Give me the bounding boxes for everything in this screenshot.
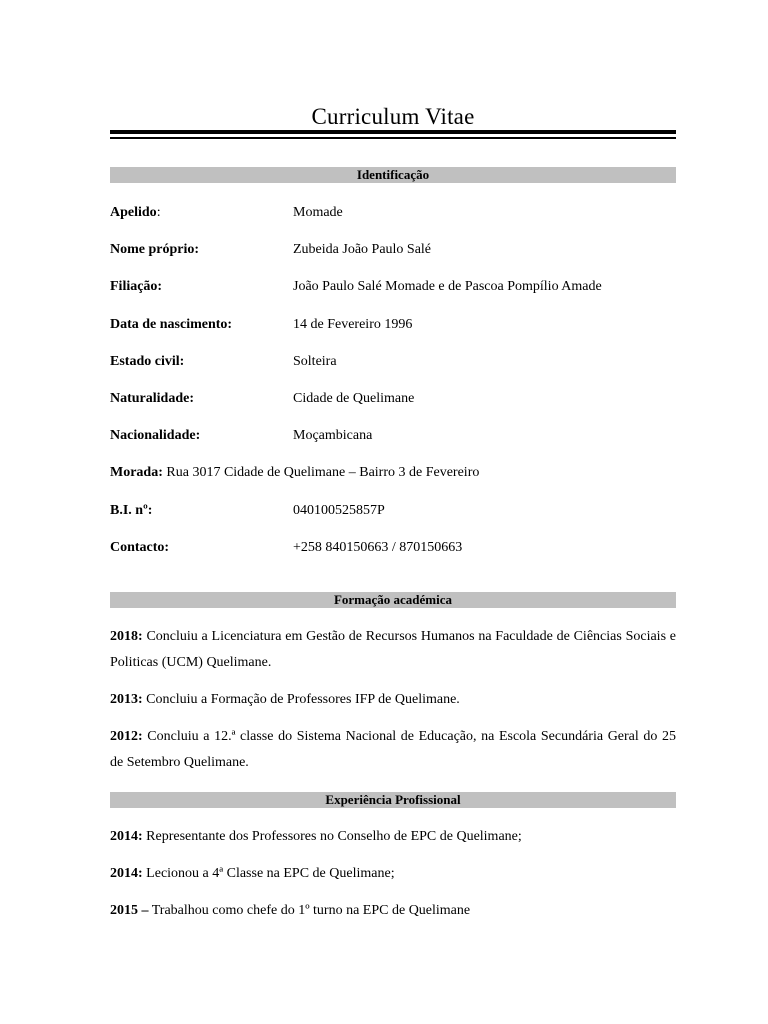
row-data-nascimento [110, 315, 676, 352]
label-colon: : [156, 205, 161, 220]
entry-text: Concluiu a 12.ª classe do Sistema Nacional de Educação, na Escola Secundária Geral do 25 de Setembro Quelimane. [110, 729, 677, 770]
row-value: Momade [293, 205, 343, 220]
section-heading-identificacao: Identificação [110, 167, 676, 183]
row-nacionalidade [110, 426, 676, 463]
entry-year: 2015 – [110, 903, 149, 918]
label-text: Apelido [110, 205, 157, 220]
entry-text: Trabalhou como chefe do 1º turno na EPC de Quelimane [151, 903, 471, 918]
entry-year: 2013: [110, 692, 143, 707]
education-entry [110, 687, 676, 713]
row-label: Naturalidade: [110, 390, 194, 406]
row-bi [110, 501, 676, 538]
title-rule-thick [110, 130, 676, 134]
identification-list [110, 203, 676, 575]
entry-text: Lecionou a 4ª Classe na EPC de Quelimane; [146, 866, 395, 881]
row-estado-civil [110, 352, 676, 389]
row-label [110, 203, 293, 223]
entry-text: Concluiu a Licenciatura em Gestão de Recursos Humanos na Faculdade de Ciências Sociais e Politicas (UCM) Quelimane. [110, 629, 677, 670]
section-heading-experiencia: Experiência Profissional [110, 792, 676, 808]
row-label: Contacto: [110, 539, 170, 555]
row-value: Moçambicana [293, 428, 373, 444]
row-label: Data de nascimento: [110, 316, 233, 332]
row-value: João Paulo Salé Momade e de Pascoa Pompílio Amade [293, 279, 602, 295]
row-nome-proprio [110, 240, 676, 277]
education-entry [110, 624, 676, 676]
entry-year: 2012: [110, 729, 143, 744]
row-value: 14 de Fevereiro 1996 [293, 316, 413, 332]
entry-year: 2014: [110, 829, 143, 844]
row-contacto [110, 538, 676, 575]
row-value: Solteira [293, 353, 337, 369]
row-label: B.I. nº: [110, 502, 153, 518]
experience-entry [110, 898, 676, 924]
row-naturalidade [110, 389, 676, 426]
row-morada [110, 463, 676, 500]
row-label: Estado civil: [110, 353, 185, 369]
entry-year: 2018: [110, 629, 143, 644]
entry-text: Concluiu a Formação de Professores IFP de Quelimane. [146, 692, 460, 707]
row-label: Filiação: [110, 279, 163, 295]
row-value: Zubeida João Paulo Salé [293, 242, 432, 258]
row-filiacao [110, 277, 676, 314]
row-label: Nacionalidade: [110, 428, 201, 444]
row-apelido [110, 203, 676, 240]
row-value: +258 840150663 / 870150663 [293, 539, 463, 555]
education-entry [110, 724, 676, 776]
experience-list [110, 824, 676, 935]
entry-year: 2014: [110, 866, 143, 881]
experience-entry [110, 861, 676, 887]
row-label: Nome próprio: [110, 242, 200, 258]
section-heading-formacao: Formação académica [110, 592, 676, 608]
row-value: 040100525857P [293, 502, 385, 518]
page-title: Curriculum Vitae [311, 104, 475, 129]
title-rule-thin [110, 137, 676, 139]
experience-entry [110, 824, 676, 850]
education-list [110, 624, 676, 787]
row-label: Morada: [110, 465, 163, 481]
row-value: Cidade de Quelimane [293, 390, 415, 406]
entry-text: Representante dos Professores no Conselho de EPC de Quelimane; [146, 829, 522, 844]
row-value: Rua 3017 Cidade de Quelimane – Bairro 3 de Fevereiro [166, 465, 480, 481]
